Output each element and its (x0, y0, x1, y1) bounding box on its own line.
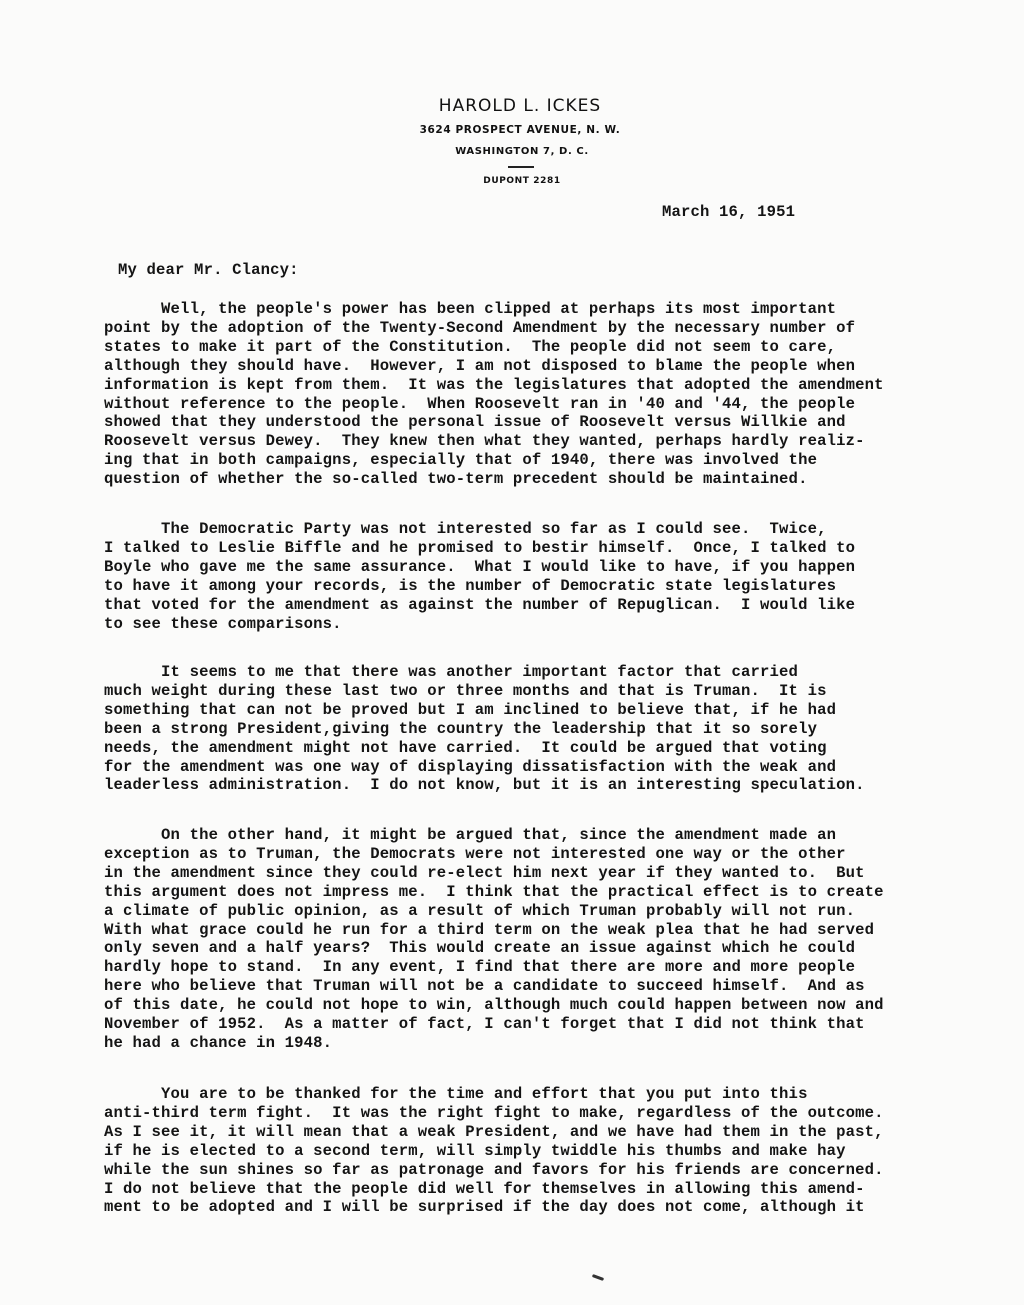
page-mark (592, 1274, 604, 1281)
letter-paragraph-5: You are to be thanked for the time and effort that you put into this anti-third term fight. It was the right fight to make, regardless of the outcome. As I see it, it will mean that a weak President, and we have had them in the past, if he is elected to a second term, will simply twiddle his thumbs and make hay while the sun shines so far as patronage and favors for his friends are concerned. I do not believe that the people did well for themselves in allowing this amend- ment to be adopted and I will be surprised if the day does not come, although it (104, 1085, 884, 1217)
letterhead-name: HAROLD L. ICKES (438, 96, 602, 116)
letter-paragraph-3: It seems to me that there was another important factor that carried much weight during these last two or three months and that is Truman. It is something that can not be proved but I am inclined to believe that, if he had been a strong President,giving the country the leadership that it so sorely needs, the amendment might not have carried. It could be argued that voting for the amendment was one way of displaying dissatisfaction with the weak and leaderless administration. I do not know, but it is an interesting speculation. (104, 663, 865, 795)
letter-date: March 16, 1951 (662, 203, 796, 221)
letter-salutation: My dear Mr. Clancy: (118, 261, 299, 279)
letter-paragraph-2: The Democratic Party was not interested so far as I could see. Twice, I talked to Leslie Biffle and he promised to bestir himself. Once, I talked to Boyle who gave me the same assurance. What I would like to have, if you happen to have it among your records, is the number of Democratic state legislatures that voted for the amendment as against the number of Repuglican. I would like to see these comparisons. (104, 520, 856, 633)
letterhead-divider (508, 166, 534, 168)
letter-paragraph-4: On the other hand, it might be argued that, since the amendment made an exception as to Truman, the Democrats were not interested one way or the other in the amendment since they could re-elect him next year if they wanted to. But this argument does not impress me. I think that the practical effect is to create a climate of public opinion, as a result of which Truman probably will not run. With what grace could he run for a third term on the weak plea that he had served only seven and a half years? This would create an issue against which he could hardly hope to stand. In any event, I find that there are more and more people here who believe that Truman will not be a candidate to succeed himself. And as of this date, he could not hope to win, although much could happen between now and November of 1952. As a matter of fact, I can't forget that I did not think that he had a chance in 1948. (104, 826, 884, 1052)
letterhead-address: 3624 PROSPECT AVENUE, N. W. (419, 124, 621, 136)
letterhead-phone: DUPONT 2281 (483, 176, 561, 186)
letter-paragraph-1: Well, the people's power has been clipped at perhaps its most important point by the adoption of the Twenty-Second Amendment by the necessary number of states to make it part of the Constitution. The people did not seem to care, although they should have. However, I am not disposed to blame the people when information is kept from them. It was the legislatures that adopted the amendment without reference to the people. When Roosevelt ran in '40 and '44, the people showed that they understood the personal issue of Roosevelt versus Willkie and Roosevelt versus Dewey. They knew then what they wanted, perhaps hardly realiz- ing that in both campaigns, especially that of 1940, there was involved the question of whether the so-called two-term precedent should be maintained. (104, 300, 884, 489)
letterhead-city: WASHINGTON 7, D. C. (455, 146, 589, 157)
